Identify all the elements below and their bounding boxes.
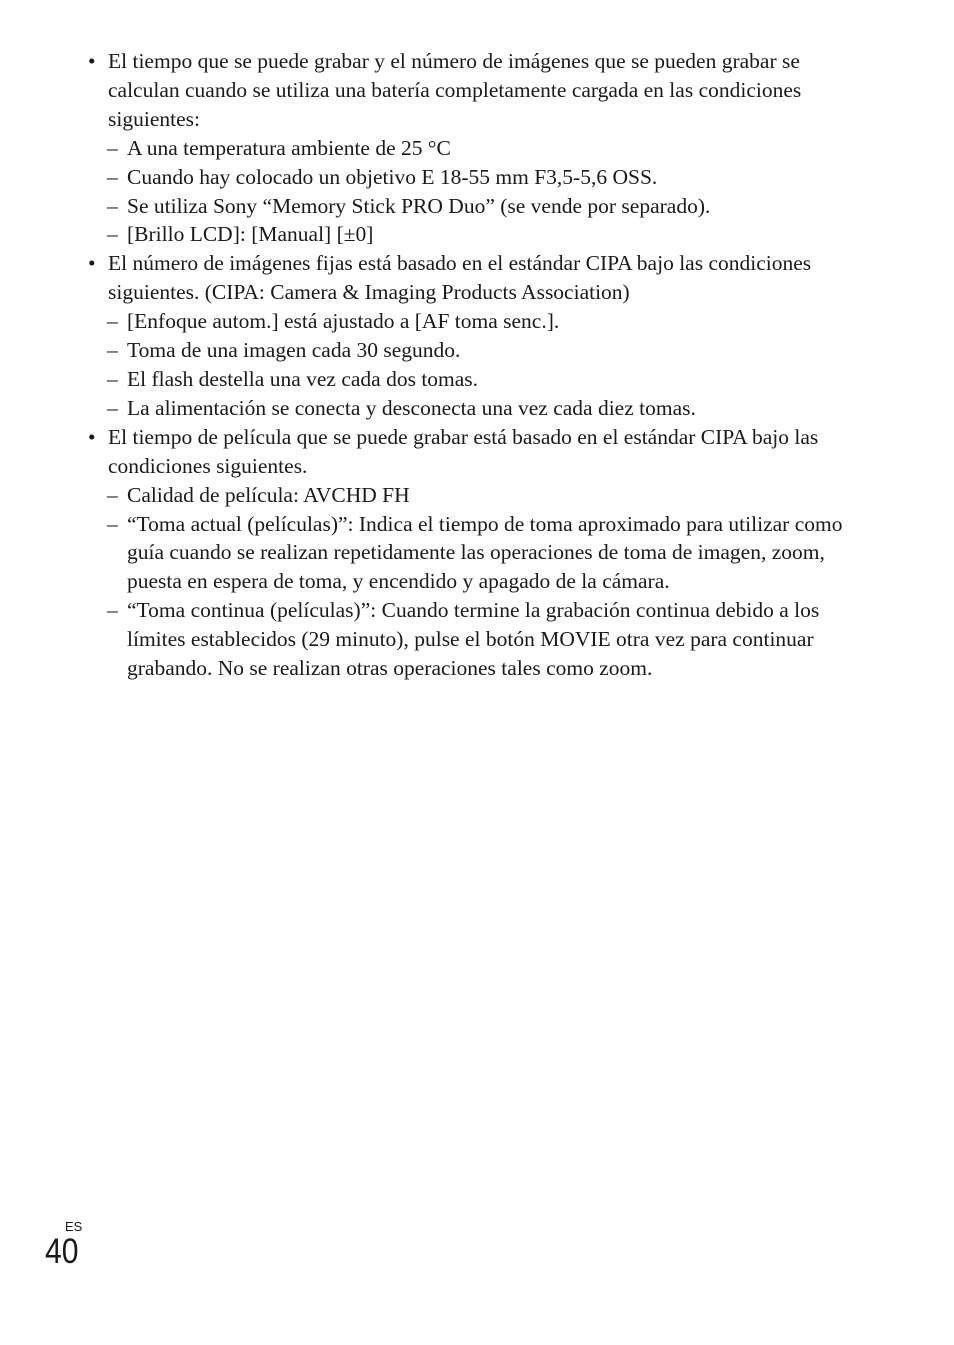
condition-item: [88, 163, 848, 192]
condition-text: [Brillo LCD]: [Manual] [±0]: [127, 222, 374, 247]
note-text: El número de imágenes fijas está basado en el estándar CIPA bajo las condiciones siguientes. (CIPA: Camera & Imaging Products Association): [108, 251, 812, 305]
bullet-mark: •: [88, 424, 96, 449]
condition-text: Calidad de película: AVCHD FH: [127, 482, 410, 507]
condition-item: [88, 596, 848, 683]
condition-text: A una temperatura ambiente de 25 °C: [127, 135, 451, 160]
condition-item: [88, 510, 848, 597]
note-text: El tiempo de película que se puede grabar está basado en el estándar CIPA bajo las condiciones siguientes.: [108, 424, 819, 478]
condition-item: [88, 394, 848, 423]
dash-mark: –: [107, 222, 118, 247]
dash-mark: –: [107, 511, 118, 536]
dash-mark: –: [107, 135, 118, 160]
dash-mark: –: [107, 482, 118, 507]
condition-text: “Toma actual (películas)”: Indica el tiempo de toma aproximado para utilizar como guía cuando se realizan repetidamente las operaciones de toma de imagen, zoom, puesta en espera de toma, y encendido y apagado de la cámara.: [127, 511, 843, 594]
condition-text: Toma de una imagen cada 30 segundo.: [127, 338, 461, 363]
note-bullet-3: [88, 423, 848, 481]
dash-mark: –: [107, 309, 118, 334]
note-bullet-2: [88, 249, 848, 307]
condition-item: [88, 365, 848, 394]
condition-item: [88, 192, 848, 221]
bullet-mark: •: [88, 251, 96, 276]
bullet-mark: •: [88, 49, 96, 73]
dash-mark: –: [107, 395, 118, 420]
condition-text: Cuando hay colocado un objetivo E 18-55 mm F3,5-5,6 OSS.: [127, 164, 658, 189]
dash-mark: –: [107, 338, 118, 363]
condition-item: [88, 134, 848, 163]
note-text: El tiempo que se puede grabar y el número de imágenes que se pueden grabar se calculan cuando se utiliza una batería completamente cargada en las condiciones siguientes:: [108, 49, 802, 131]
condition-text: Se utiliza Sony “Memory Stick PRO Duo” (se vende por separado).: [127, 193, 711, 218]
condition-item: [88, 307, 848, 336]
dash-mark: –: [107, 598, 118, 623]
condition-item: [88, 336, 848, 365]
dash-mark: –: [107, 164, 118, 189]
condition-text: El flash destella una vez cada dos tomas.: [127, 366, 479, 391]
condition-text: “Toma continua (películas)”: Cuando termine la grabación continua debido a los límites establecidos (29 minuto), pulse el botón MOVIE otra vez para continuar grabando. No se realizan otras operaciones tales como zoom.: [127, 598, 820, 681]
page-number: 40: [45, 1232, 79, 1271]
condition-item: [88, 481, 848, 510]
note-bullet-1: [88, 47, 848, 134]
dash-mark: –: [107, 193, 118, 218]
language-code: ES: [65, 1219, 83, 1234]
condition-text: La alimentación se conecta y desconecta una vez cada diez tomas.: [127, 395, 696, 420]
condition-text: [Enfoque autom.] está ajustado a [AF toma senc.].: [127, 309, 560, 334]
dash-mark: –: [107, 366, 118, 391]
condition-item: [88, 220, 848, 249]
notes-content: [88, 47, 848, 683]
